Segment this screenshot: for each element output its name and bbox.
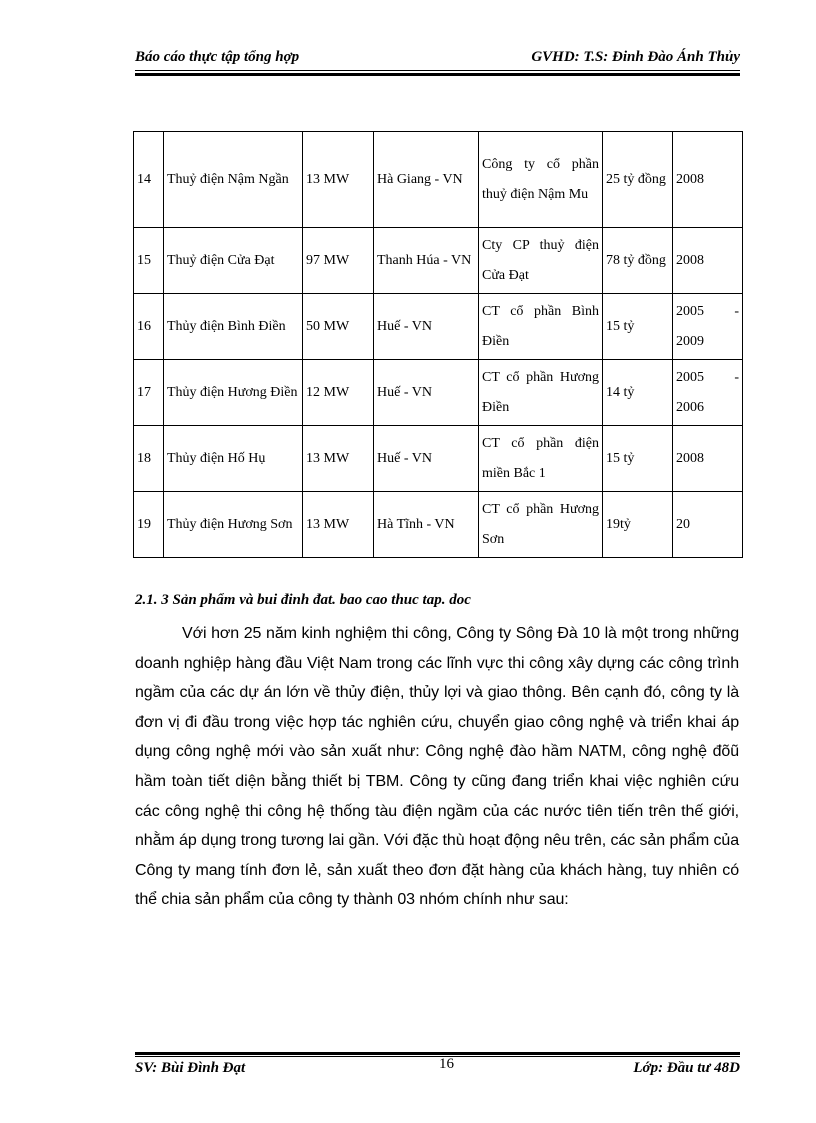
section-heading: 2.1. 3 Sản phẩm và bui đinh đat. bao cao thuc tap. doc	[135, 592, 471, 608]
table-row	[134, 492, 743, 558]
cell-name: Thủy điện Hương Điền	[164, 360, 303, 426]
cell-capacity: 13 MW	[303, 492, 374, 558]
cell-owner: CT cổ phần điện miền Bắc 1	[479, 426, 603, 492]
cell-name: Thủy điện Bình Điền	[164, 294, 303, 360]
cell-location: Hà Tĩnh - VN	[374, 492, 479, 558]
footer-student: SV: Bùi Đình Đạt	[135, 1060, 246, 1076]
cell-investment: 14 tỷ	[603, 360, 673, 426]
cell-year: 2008	[673, 228, 743, 294]
cell-capacity: 13 MW	[303, 132, 374, 228]
cell-capacity: 12 MW	[303, 360, 374, 426]
table-row	[134, 132, 743, 228]
header-advisor: GVHD: T.S: Đinh Đào Ánh Thủy	[531, 49, 740, 65]
table-row	[134, 294, 743, 360]
cell-year: 2005 - 2006	[673, 360, 743, 426]
cell-location: Huế - VN	[374, 426, 479, 492]
table-row	[134, 426, 743, 492]
cell-name: Thuỷ điện Cửa Đạt	[164, 228, 303, 294]
header-rule-thick	[135, 73, 740, 76]
cell-year: 2008	[673, 132, 743, 228]
cell-no: 19	[134, 492, 164, 558]
cell-name: Thủy điện Hương Sơn	[164, 492, 303, 558]
cell-investment: 19tỷ	[603, 492, 673, 558]
cell-capacity: 13 MW	[303, 426, 374, 492]
cell-location: Huế - VN	[374, 360, 479, 426]
cell-no: 15	[134, 228, 164, 294]
cell-investment: 78 tỷ đồng	[603, 228, 673, 294]
header-rule-thin	[135, 70, 740, 71]
cell-year: 20	[673, 492, 743, 558]
cell-owner: CT cổ phần Hương Sơn	[479, 492, 603, 558]
cell-year: 2008	[673, 426, 743, 492]
cell-investment: 25 tỷ đồng	[603, 132, 673, 228]
cell-location: Huế - VN	[374, 294, 479, 360]
cell-investment: 15 tỷ	[603, 426, 673, 492]
table-row	[134, 228, 743, 294]
page-header	[135, 49, 740, 71]
cell-year: 2005 - 2009	[673, 294, 743, 360]
cell-no: 16	[134, 294, 164, 360]
cell-no: 14	[134, 132, 164, 228]
cell-name: Thủy điện Hố Hụ	[164, 426, 303, 492]
cell-no: 17	[134, 360, 164, 426]
page-number: 16	[439, 1056, 454, 1072]
cell-location: Thanh Húa - VN	[374, 228, 479, 294]
header-report-title: Báo cáo thực tập tổng hợp	[135, 49, 300, 65]
cell-owner: Công ty cổ phần thuỷ điện Nậm Mu	[479, 132, 603, 228]
cell-location: Hà Giang - VN	[374, 132, 479, 228]
footer-class: Lớp: Đầu tư 48D	[633, 1060, 740, 1076]
cell-name: Thuỷ điện Nậm Ngần	[164, 132, 303, 228]
cell-no: 18	[134, 426, 164, 492]
footer-rule-thick	[135, 1052, 740, 1055]
hydropower-projects-table	[133, 131, 743, 558]
cell-owner: CT cổ phần Bình Điền	[479, 294, 603, 360]
cell-owner: CT cổ phần Hương Điền	[479, 360, 603, 426]
footer-rule-thin	[135, 1056, 740, 1057]
cell-capacity: 97 MW	[303, 228, 374, 294]
cell-capacity: 50 MW	[303, 294, 374, 360]
cell-owner: Cty CP thuỷ điện Cửa Đạt	[479, 228, 603, 294]
body-paragraph: Với hơn 25 năm kinh nghiệm thi công, Công ty Sông Đà 10 là một trong những doanh nghiệp hàng đầu Việt Nam trong các lĩnh vực thi công xây dựng các công trình ngầm của các dự án lớn về thủy điện, thủy lợi và giao thông. Bên cạnh đó, công ty là đơn vị đi đầu trong việc hợp tác nghiên cứu, chuyển giao công nghệ và triển khai áp dụng công nghệ mới vào sản xuất như: Công nghệ đào hầm NATM, công nghệ đõũ hầm toàn tiết diện bằng thiết bị TBM. Công ty cũng đang triển khai việc nghiên cứu các công nghệ thi công hệ thống tàu điện ngầm của các nước tiên tiến trên thế giới, nhằm áp dụng trong tương lai gần. Với đặc thù hoạt động nêu trên, các sản phẩm của Công ty mang tính đơn lẻ, sản xuất theo đơn đặt hàng của khách hàng, tuy nhiên có thể chia sản phẩm của công ty thành 03 nhóm chính như sau:	[135, 625, 739, 909]
page-footer	[135, 1058, 740, 1080]
table-row	[134, 360, 743, 426]
cell-investment: 15 tỷ	[603, 294, 673, 360]
